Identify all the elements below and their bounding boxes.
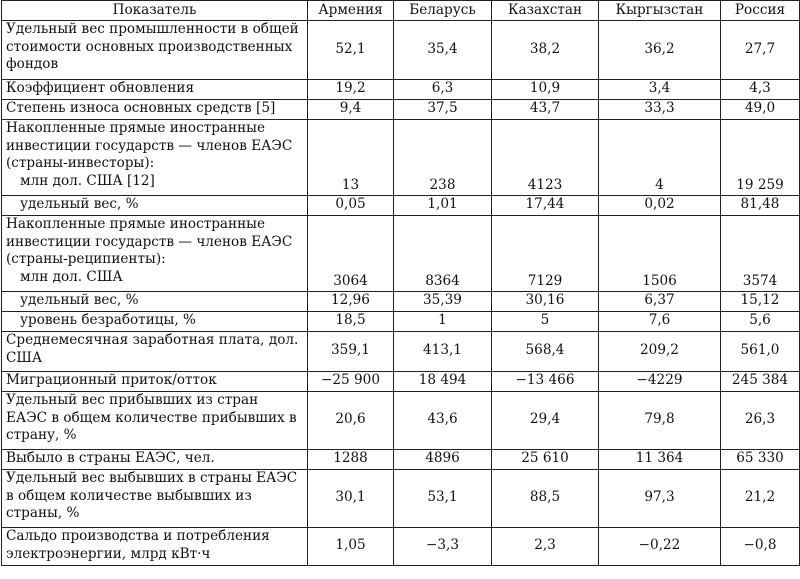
row-label: Удельный вес прибывших из стран ЕАЭС в общем количестве прибывших в страну, %	[2, 392, 308, 450]
cell-kyrgyzstan: 6,37	[599, 292, 721, 312]
cell-kazakhstan: 568,4	[492, 332, 599, 372]
cell-armenia: 20,6	[308, 392, 394, 450]
row-label	[2, 216, 308, 292]
row-label: удельный вес, %	[2, 196, 308, 216]
cell-belarus: 8364	[394, 216, 492, 292]
cell-russia: 15,12	[721, 292, 800, 312]
cell-armenia: −25 900	[308, 372, 394, 392]
cell-russia: 3574	[721, 216, 800, 292]
cell-armenia: 359,1	[308, 332, 394, 372]
row-label: Удельный вес выбывших в страны ЕАЭС в общем количестве выбывших из страны, %	[2, 470, 308, 528]
header-kyrgyzstan: Кыргызстан	[599, 1, 721, 21]
table-row	[2, 528, 800, 566]
table-row	[2, 100, 800, 120]
cell-kazakhstan: 43,7	[492, 100, 599, 120]
cell-belarus: −3,3	[394, 528, 492, 566]
cell-kyrgyzstan: 36,2	[599, 21, 721, 80]
cell-russia: 245 384	[721, 372, 800, 392]
row-label: Степень износа основных средств [5]	[2, 100, 308, 120]
cell-kyrgyzstan: 11 364	[599, 450, 721, 470]
cell-belarus: 43,6	[394, 392, 492, 450]
cell-kazakhstan: 38,2	[492, 21, 599, 80]
table-row	[2, 470, 800, 528]
header-belarus: Беларусь	[394, 1, 492, 21]
row-label: Миграционный приток/отток	[2, 372, 308, 392]
cell-kyrgyzstan: −4229	[599, 372, 721, 392]
cell-kazakhstan: 30,16	[492, 292, 599, 312]
cell-russia: 26,3	[721, 392, 800, 450]
header-indicator: Показатель	[2, 1, 308, 21]
cell-belarus: 1,01	[394, 196, 492, 216]
cell-russia: −0,8	[721, 528, 800, 566]
cell-kyrgyzstan: 7,6	[599, 312, 721, 332]
cell-armenia: 19,2	[308, 80, 394, 100]
cell-belarus: 18 494	[394, 372, 492, 392]
header-kazakhstan: Казахстан	[492, 1, 599, 21]
header-row	[2, 1, 800, 21]
cell-belarus: 413,1	[394, 332, 492, 372]
cell-russia: 21,2	[721, 470, 800, 528]
cell-armenia: 1288	[308, 450, 394, 470]
row-label: Выбыло в страны ЕАЭС, чел.	[2, 450, 308, 470]
table-row	[2, 332, 800, 372]
cell-kyrgyzstan: 97,3	[599, 470, 721, 528]
cell-kazakhstan: 2,3	[492, 528, 599, 566]
table-row	[2, 80, 800, 100]
cell-kyrgyzstan: 4	[599, 120, 721, 196]
cell-armenia: 13	[308, 120, 394, 196]
row-label	[2, 120, 308, 196]
cell-russia: 65 330	[721, 450, 800, 470]
cell-belarus: 1	[394, 312, 492, 332]
cell-armenia: 52,1	[308, 21, 394, 80]
cell-kazakhstan: 88,5	[492, 470, 599, 528]
row-label-main: Накопленные прямые иностранные инвестиции государств — членов ЕАЭС (страны-реципиенты):	[6, 216, 293, 267]
cell-russia: 49,0	[721, 100, 800, 120]
cell-kazakhstan: 5	[492, 312, 599, 332]
cell-belarus: 6,3	[394, 80, 492, 100]
cell-belarus: 53,1	[394, 470, 492, 528]
cell-russia: 19 259	[721, 120, 800, 196]
row-label: Коэффициент обновления	[2, 80, 308, 100]
cell-kyrgyzstan: 3,4	[599, 80, 721, 100]
cell-kazakhstan: 10,9	[492, 80, 599, 100]
row-label: Удельный вес промышленности в общей стоимости основных производственных фондов	[2, 21, 308, 80]
cell-belarus: 35,4	[394, 21, 492, 80]
cell-belarus: 4896	[394, 450, 492, 470]
cell-armenia: 30,1	[308, 470, 394, 528]
cell-kazakhstan: 25 610	[492, 450, 599, 470]
table-row	[2, 21, 800, 80]
cell-belarus: 37,5	[394, 100, 492, 120]
row-label: уровень безработицы, %	[2, 312, 308, 332]
row-sublabel: млн дол. США [12]	[20, 172, 155, 189]
cell-kazakhstan: 7129	[492, 216, 599, 292]
cell-russia: 561,0	[721, 332, 800, 372]
cell-armenia: 0,05	[308, 196, 394, 216]
table-row	[2, 450, 800, 470]
table-row	[2, 196, 800, 216]
cell-kazakhstan: −13 466	[492, 372, 599, 392]
cell-kyrgyzstan: 209,2	[599, 332, 721, 372]
table-row	[2, 292, 800, 312]
cell-russia: 27,7	[721, 21, 800, 80]
row-label: Среднемесячная заработная плата, дол. США	[2, 332, 308, 372]
cell-belarus: 238	[394, 120, 492, 196]
cell-kyrgyzstan: 33,3	[599, 100, 721, 120]
cell-armenia: 1,05	[308, 528, 394, 566]
header-russia: Россия	[721, 1, 800, 21]
cell-belarus: 35,39	[394, 292, 492, 312]
cell-armenia: 18,5	[308, 312, 394, 332]
cell-kyrgyzstan: 0,02	[599, 196, 721, 216]
table-row	[2, 312, 800, 332]
row-label: Сальдо производства и потребления электроэнергии, млрд кВт·ч	[2, 528, 308, 566]
cell-kyrgyzstan: −0,22	[599, 528, 721, 566]
row-sublabel: млн дол. США	[20, 268, 123, 285]
cell-russia: 5,6	[721, 312, 800, 332]
cell-kyrgyzstan: 1506	[599, 216, 721, 292]
cell-russia: 81,48	[721, 196, 800, 216]
cell-russia: 4,3	[721, 80, 800, 100]
cell-kazakhstan: 17,44	[492, 196, 599, 216]
indicators-table	[1, 0, 800, 566]
table-row	[2, 392, 800, 450]
cell-kyrgyzstan: 79,8	[599, 392, 721, 450]
table-row	[2, 120, 800, 196]
table-row	[2, 216, 800, 292]
cell-kazakhstan: 29,4	[492, 392, 599, 450]
row-label: удельный вес, %	[2, 292, 308, 312]
cell-kazakhstan: 4123	[492, 120, 599, 196]
row-label-main: Накопленные прямые иностранные инвестиции государств — членов ЕАЭС (страны-инвесторы):	[6, 120, 293, 171]
cell-armenia: 12,96	[308, 292, 394, 312]
cell-armenia: 9,4	[308, 100, 394, 120]
cell-armenia: 3064	[308, 216, 394, 292]
table-row	[2, 372, 800, 392]
header-armenia: Армения	[308, 1, 394, 21]
